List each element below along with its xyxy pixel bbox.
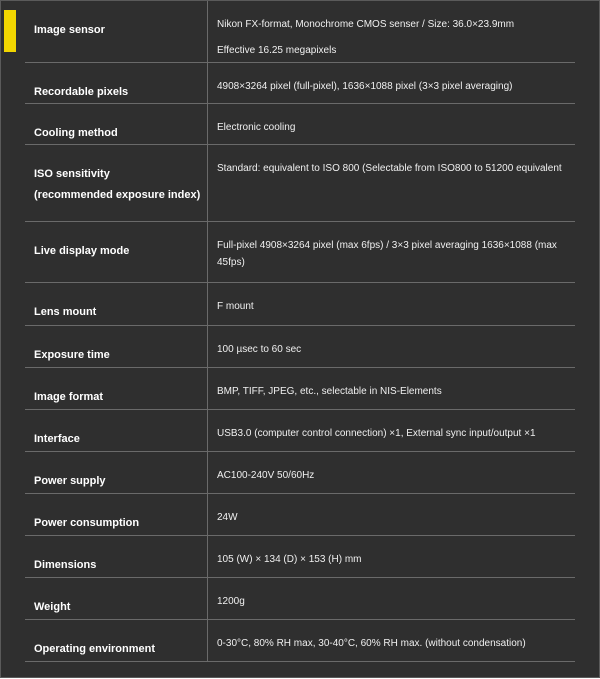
- spec-label: Weight: [25, 577, 208, 619]
- spec-label: Power consumption: [25, 493, 208, 535]
- spec-row-image-sensor: [25, 1, 575, 62]
- spec-label: [25, 144, 208, 221]
- spec-row-weight: [25, 577, 575, 619]
- spec-label: Live display mode: [25, 221, 208, 282]
- spec-value: Full-pixel 4908×3264 pixel (max 6fps) / 3×3 pixel averaging 1636×1088 (max 45fps): [208, 221, 576, 282]
- spec-value: [208, 1, 576, 62]
- accent-bar: [4, 10, 16, 52]
- spec-label: Recordable pixels: [25, 62, 208, 103]
- spec-value: 0-30°C, 80% RH max, 30-40°C, 60% RH max. (without condensation): [208, 619, 576, 661]
- spec-value: Standard: equivalent to ISO 800 (Selectable from ISO800 to 51200 equivalent: [208, 144, 576, 221]
- spec-label: Cooling method: [25, 103, 208, 144]
- spec-value: F mount: [208, 282, 576, 325]
- spec-value: 100 µsec to 60 sec: [208, 325, 576, 367]
- spec-row-interface: [25, 409, 575, 451]
- spec-label: Lens mount: [25, 282, 208, 325]
- spec-label: Operating environment: [25, 619, 208, 661]
- spec-value: 4908×3264 pixel (full-pixel), 1636×1088 pixel (3×3 pixel averaging): [208, 62, 576, 103]
- spec-value-line: Nikon FX-format, Monochrome CMOS senser / Size: 36.0×23.9mm: [217, 19, 515, 30]
- spec-label-line: ISO sensitivity: [34, 167, 110, 180]
- spec-row-exposure-time: [25, 325, 575, 367]
- spec-value: AC100-240V 50/60Hz: [208, 451, 576, 493]
- spec-value: BMP, TIFF, JPEG, etc., selectable in NIS-Elements: [208, 367, 576, 409]
- spec-row-lens-mount: [25, 282, 575, 325]
- spec-label: Dimensions: [25, 535, 208, 577]
- spec-label: Image sensor: [25, 1, 208, 62]
- spec-label: Interface: [25, 409, 208, 451]
- spec-label: Power supply: [25, 451, 208, 493]
- spec-value: 1200g: [208, 577, 576, 619]
- spec-row-operating-environment: [25, 619, 575, 661]
- spec-value: 24W: [208, 493, 576, 535]
- spec-row-dimensions: [25, 535, 575, 577]
- spec-row-cooling-method: [25, 103, 575, 144]
- spec-row-recordable-pixels: [25, 62, 575, 103]
- spec-label: Image format: [25, 367, 208, 409]
- spec-row-power-consumption: [25, 493, 575, 535]
- spec-label: Exposure time: [25, 325, 208, 367]
- spec-row-iso-sensitivity: [25, 144, 575, 221]
- spec-row-power-supply: [25, 451, 575, 493]
- spec-value: Electronic cooling: [208, 103, 576, 144]
- spec-table: [25, 1, 575, 662]
- spec-value: 105 (W) × 134 (D) × 153 (H) mm: [208, 535, 576, 577]
- spec-row-image-format: [25, 367, 575, 409]
- spec-label-line: (recommended exposure index): [34, 188, 201, 201]
- spec-value: USB3.0 (computer control connection) ×1, External sync input/output ×1: [208, 409, 576, 451]
- spec-value-line: Effective 16.25 megapixels: [217, 45, 337, 56]
- spec-row-live-display-mode: [25, 221, 575, 282]
